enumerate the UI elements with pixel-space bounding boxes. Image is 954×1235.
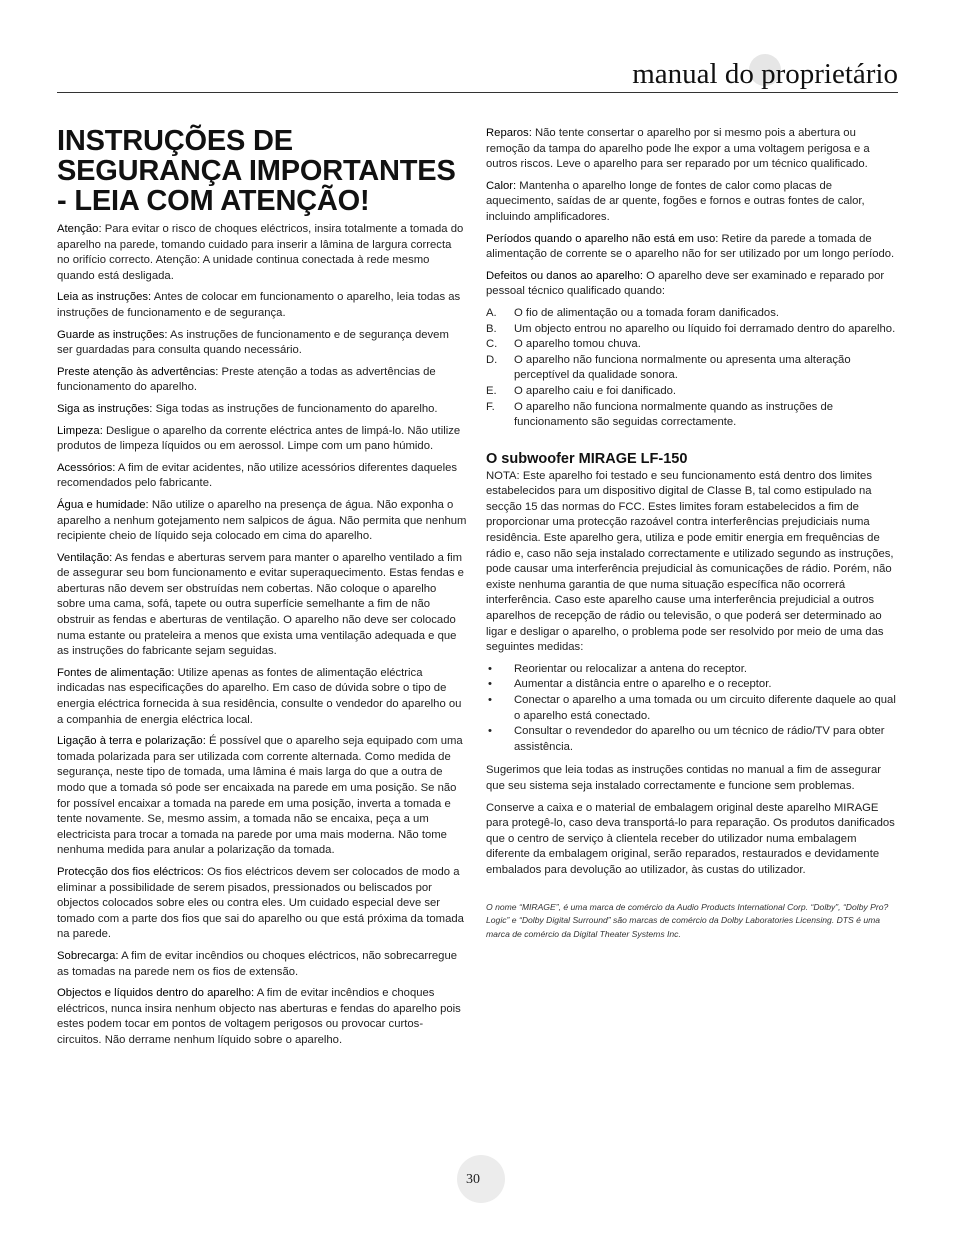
safety-text: O aparelho deve ser examinado e reparado por pessoal técnico qualificado quando: [486, 269, 885, 298]
list-item-text: O aparelho tomou chuva. [514, 338, 641, 351]
safety-term: Sobrecarga: [57, 949, 119, 962]
safety-term: Ventilação: [57, 551, 113, 564]
safety-term: Fontes de alimentação: [57, 666, 175, 679]
list-marker: E. [486, 384, 497, 397]
safety-term: Água e humidade: [57, 498, 149, 511]
safety-text: Não tente consertar o aparelho por si mesmo pois a abertura ou remoção da tampa do aparelho pode lhe expor a uma voltagem perigosa e a outros riscos. Leve o aparelho para ser reparado por um técnico qualificado. [486, 127, 870, 171]
list-item-text: O aparelho caiu e foi danificado. [514, 384, 677, 397]
safety-paragraph [57, 865, 467, 943]
page-number: 30 [466, 1172, 480, 1187]
safety-term: Protecção dos fios eléctricos: [57, 865, 204, 878]
safety-paragraph [57, 498, 467, 545]
list-marker: A. [486, 306, 497, 319]
safety-paragraph [57, 551, 467, 660]
list-item [486, 724, 898, 755]
left-column [57, 126, 467, 1055]
safety-paragraph [57, 986, 467, 1048]
safety-text: É possível que o aparelho seja equipado com uma tomada polarizada para ser utilizada com corrente alternada. Como medida de segurança, neste tipo de tomada, uma lâmina é mais larga do que a outra de modo que a tomada só pode ser encaixada na parede em uma posição. Se não for possível encaixar a tomada na parede em uma posição, inverta a tomada e tente novamente. Se, mesmo assim, a tomada não se encaixa, peça a um electricista para trocar a tomada na parede por uma mais moderna. Não tome nenhuma medida para anular a polarização da tomada. [57, 735, 463, 857]
safety-paragraph [57, 949, 467, 980]
safety-paragraph [57, 222, 467, 284]
safety-term: Siga as instruções: [57, 402, 153, 415]
safety-term: Acessórios: [57, 461, 116, 474]
list-marker: B. [486, 322, 497, 335]
trademark-footnote: O nome “MIRAGE”, é uma marca de comércio da Audio Products International Corp. “Dolby”, “Dolby Pro?Logic” e “Dolby Digital Surround” são marcas de comércio da Dolby Laboratories Licensing. DTS é uma marca de comércio da Digital Theater Systems Inc. [486, 901, 889, 939]
packaging-paragraph: Conserve a caixa e o material de embalagem original deste aparelho MIRAGE para protegê-lo, caso deva transportá-lo para reparação. Os produtos danificados que o centro de serviço à clientela receber do utilizador numa embalagem diferente da embalagem original, serão reparados, restaurados e devidamente embalados para devolução ao utilizador, às custas do utilizador. [486, 801, 895, 876]
safety-text: Desligue o aparelho da corrente eléctrica antes de limpá-lo. Não utilize produtos de limpeza líquidos ou em aerossol. Limpe com um pano húmido. [57, 424, 461, 453]
list-item-text: O fio de alimentação ou a tomada foram danificados. [514, 306, 780, 319]
right-sections [486, 126, 898, 300]
safety-paragraph [57, 365, 467, 396]
safety-text: Retire da parede a tomada de alimentação de corrente se o aparelho não for ser utilizado por um longo período. [486, 232, 895, 261]
safety-term: Períodos quando o aparelho não está em uso: [486, 232, 719, 245]
safety-paragraph [57, 461, 467, 492]
bullet-icon: • [488, 725, 492, 738]
list-item-text: Um objecto entrou no aparelho ou líquido foi derramado dentro do aparelho. [514, 322, 896, 335]
interference-measures-list [486, 662, 898, 756]
header-rule [57, 92, 898, 93]
list-item-text: Consultar o revendedor do aparelho ou um técnico de rádio/TV para obter assistência. [514, 725, 885, 753]
safety-term: Guarde as instruções: [57, 328, 168, 341]
list-marker: F. [486, 400, 495, 413]
bullet-icon: • [488, 678, 492, 691]
safety-term: Calor: [486, 179, 517, 192]
list-item-text: Reorientar ou relocalizar a antena do receptor. [514, 662, 747, 675]
safety-text: Preste atenção a todas as advertências de funcionamento do aparelho. [57, 365, 436, 394]
safety-paragraph [486, 269, 898, 300]
safety-paragraph [57, 424, 467, 455]
list-item [486, 322, 898, 338]
list-item [486, 337, 898, 353]
safety-text: A fim de evitar incêndios e choques eléctricos, nunca insira nenhum objecto nas aberturas e fendas do aparelho pois estes podem tocar em pontos de voltagem perigosos ou provocar curtos-circuitos. Não derrame nenhum líquido sobre o aparelho. [57, 987, 461, 1046]
safety-text: A fim de evitar incêndios ou choques eléctricos, não sobrecarregue as tomadas na parede nem os fios de extensão. [57, 949, 458, 978]
safety-term: Leia as instruções: [57, 291, 152, 304]
safety-text: A fim de evitar acidentes, não utilize acessórios diferentes daqueles recomendados pelo fabricante. [57, 461, 458, 490]
page-title: INSTRUÇÕES DE SEGURANÇA IMPORTANTES - LEIA COM ATENÇÃO! [57, 125, 456, 217]
safety-text: Siga todas as instruções de funcionamento do aparelho. [155, 402, 438, 415]
bullet-icon: • [488, 662, 492, 675]
list-item [486, 662, 898, 678]
safety-paragraph [57, 734, 467, 859]
list-item [486, 384, 898, 400]
list-item [486, 693, 898, 724]
safety-term: Reparos: [486, 127, 532, 139]
safety-text: Utilize apenas as fontes de alimentação eléctrica indicadas nas especificações do aparelho. Em caso de dúvida sobre o tipo de energia eléctrica fornecida à sua residência, consulte o vendedor do aparelho ou a companhia de energia eléctrica local. [57, 666, 462, 726]
safety-text: Os fios eléctricos devem ser colocados de modo a eliminar a possibilidade de serem pisados, pressionados ou beliscados por objectos colocados sobre eles ou contra eles. Um cuidado especial deve ser tomado com a parte dos fios que sai do aparelho ou que está próxima da tomada na parede. [57, 865, 464, 941]
list-item [486, 353, 898, 384]
list-item-text: O aparelho não funciona normalmente ou apresenta uma alteração perceptível da qualidade sonora. [514, 353, 851, 382]
install-advice-paragraph: Sugerimos que leia todas as instruções contidas no manual a fim de assegurar que seu sistema seja instalado correctamente e funcione sem problemas. [486, 764, 881, 792]
safety-text: Antes de colocar em funcionamento o aparelho, leia todas as instruções de funcionamento e de segurança. [57, 291, 461, 319]
left-sections [57, 222, 467, 1049]
safety-term: Limpeza: [57, 424, 103, 437]
safety-term: Atenção: [57, 223, 102, 235]
list-marker: D. [486, 353, 498, 366]
list-item-text: Conectar o aparelho a uma tomada ou um circuito diferente daquele ao qual o aparelho está conectado. [514, 694, 896, 722]
safety-text: Mantenha o aparelho longe de fontes de calor como placas de aquecimento, saídas de ar quente, fogões e fornos e outras fontes de calor, incluindo amplificadores. [486, 179, 865, 223]
safety-paragraph [486, 179, 898, 226]
safety-term: Objectos e líquidos dentro do aparelho: [57, 987, 255, 1000]
safety-paragraph [57, 402, 467, 418]
safety-term: Preste atenção às advertências: [57, 365, 219, 378]
safety-paragraph [57, 290, 467, 321]
manual-title: manual do proprietário [632, 58, 898, 90]
safety-paragraph [57, 666, 467, 728]
right-column [486, 126, 898, 941]
safety-term: Defeitos ou danos ao aparelho: [486, 269, 644, 282]
safety-paragraph [486, 232, 898, 263]
safety-text: Não utilize o aparelho na presença de água. Não exponha o aparelho a nenhum gotejamento nem salpicos de água. Não permita que nenhum recipiente cheio de líquido seja colocado em cima do aparelho. [57, 498, 467, 543]
damage-list [486, 306, 898, 431]
safety-paragraph [486, 126, 898, 173]
list-item-text: O aparelho não funciona normalmente quando as instruções de funcionamento são seguidas correctamente. [514, 400, 834, 429]
fcc-note: NOTA: Este aparelho foi testado e seu funcionamento está dentro dos limites estabelecidos para um dispositivo digital de Classe B, tal como estipulado na secção 15 das normas do FCC. Estes limites foram estabelecidos a fim de proporcionar uma protecção razoável contra interferências prejudiciais numa residência. Este aparelho gera, utiliza e pode emitir energia em frequências de rádio e, caso não seja instalado correctamente e utilizado segundo as instruções, pode causar uma interferência prejudicial às comunicações de rádio. Porém, não existe nenhuma garantia de que numa situação específica não ocorrerá interferência. Caso este aparelho cause uma interferência prejudicial a outros aparelhos de recepção de rádio ou televisão, o que poderá ser determinado ao ligar e desligar o aparelho, o problema pode ser resolvido por meio de uma das seguintes medidas: [486, 469, 894, 654]
list-item [486, 306, 898, 322]
bullet-icon: • [488, 694, 492, 706]
safety-term: Ligação à terra e polarização: [57, 735, 206, 748]
safety-text: As instruções de funcionamento e de segurança devem ser guardadas para consulta quando necessário. [57, 328, 449, 357]
safety-paragraph [57, 328, 467, 359]
list-marker: C. [486, 338, 498, 351]
list-item [486, 677, 898, 693]
list-item [486, 400, 898, 431]
list-item-text: Aumentar a distância entre o aparelho e o receptor. [514, 678, 772, 691]
subwoofer-heading: O subwoofer MIRAGE LF-150 [486, 450, 688, 467]
safety-text: As fendas e aberturas servem para manter o aparelho ventilado a fim de assegurar seu bom funcionamento e evitar superaquecimento. Estas fendas e aberturas não devem ser obstruídas nem cobertas. Não coloque o aparelho sobre uma cama, sofá, tapete ou outra superfície semelhante a fim de não obstruir as fendas e aberturas de ventilação. O aparelho não deve ser colocado numa estante ou prateleira a menos que exista uma ventilação adequada e que as instruções do fabricante sejam seguidas. [57, 551, 464, 658]
safety-text: Para evitar o risco de choques eléctricos, insira totalmente a tomada do aparelho na parede, tomando cuidado para inserir a lâmina de largura correcta no orifício correcto. Atenção: A unidade continua conectada à rede mesmo quando está desligada. [57, 223, 464, 282]
